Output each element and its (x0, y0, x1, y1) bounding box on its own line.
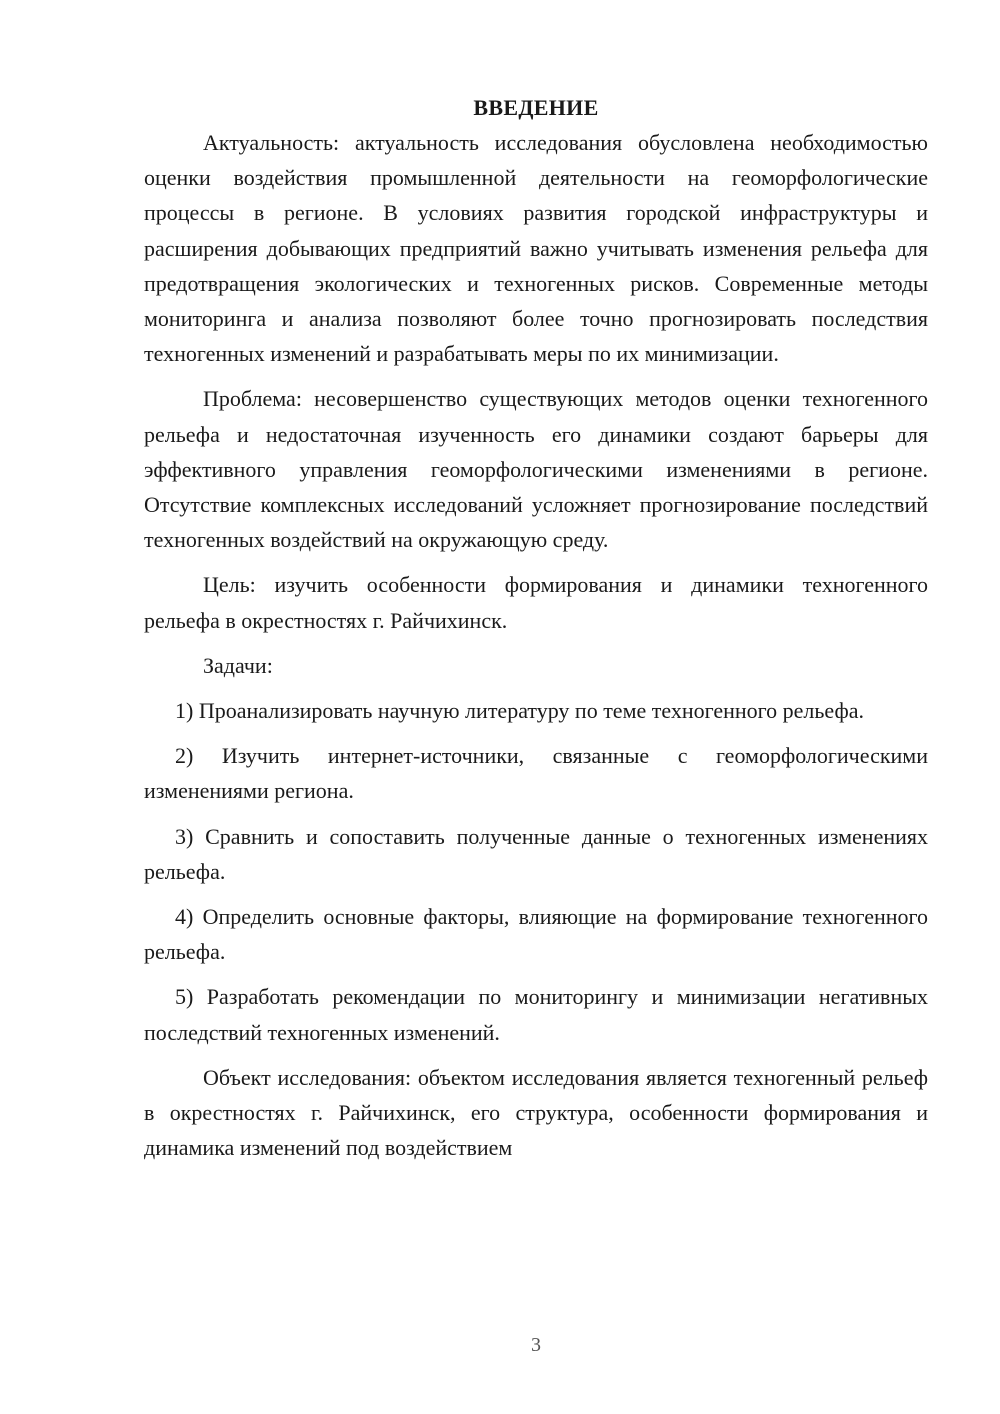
task-item: 5) Разработать рекомендации по мониторингу и минимизации негативных последствий техногенных изменений. (144, 984, 928, 1045)
page-number: 3 (531, 1334, 541, 1356)
task-item: 1) Проанализировать научную литературу по теме техногенного рельефа. (175, 698, 864, 724)
paragraph-problem: Проблема: несовершенство существующих методов оценки техногенного рельефа и недостаточная изученность его динамики создают барьеры для эффективного управления геоморфологическими изменениями в регионе. Отсутствие комплексных исследований усложняет прогнозирование последствий техногенных воздействий на окружающую среду. (144, 386, 928, 553)
tasks-heading: Задачи: (203, 652, 273, 678)
paragraph-object: Объект исследования: объектом исследования является техногенный рельеф в окрестностях г. Райчихинск, его структура, особенности формирования и динамика изменений под воздействием (144, 1064, 928, 1161)
paragraph-relevance: Актуальность: актуальность исследования обусловлена необходимостью оценки воздействия промышленной деятельности на геоморфологические процессы в регионе. В условиях развития городской инфраструктуры и расширения добывающих предприятий важно учитывать изменения рельефа для предотвращения экологических и техногенных рисков. Современные методы мониторинга и анализа позволяют более точно прогнозировать последствия техногенных изменений и разрабатывать меры по их минимизации. (144, 130, 928, 367)
paragraph-goal: Цель: изучить особенности формирования и динамики техногенного рельефа в окрестностях г. Райчихинск. (144, 572, 928, 633)
task-item: 3) Сравнить и сопоставить полученные данные о техногенных изменениях рельефа. (144, 823, 928, 884)
task-item: 2) Изучить интернет-источники, связанные с геоморфологическими изменениями региона. (144, 743, 928, 804)
document-page (144, 90, 928, 1165)
section-title: ВВЕДЕНИЕ (473, 95, 599, 120)
task-item: 4) Определить основные факторы, влияющие на формирование техногенного рельефа. (144, 904, 928, 965)
task-list (144, 693, 928, 1050)
